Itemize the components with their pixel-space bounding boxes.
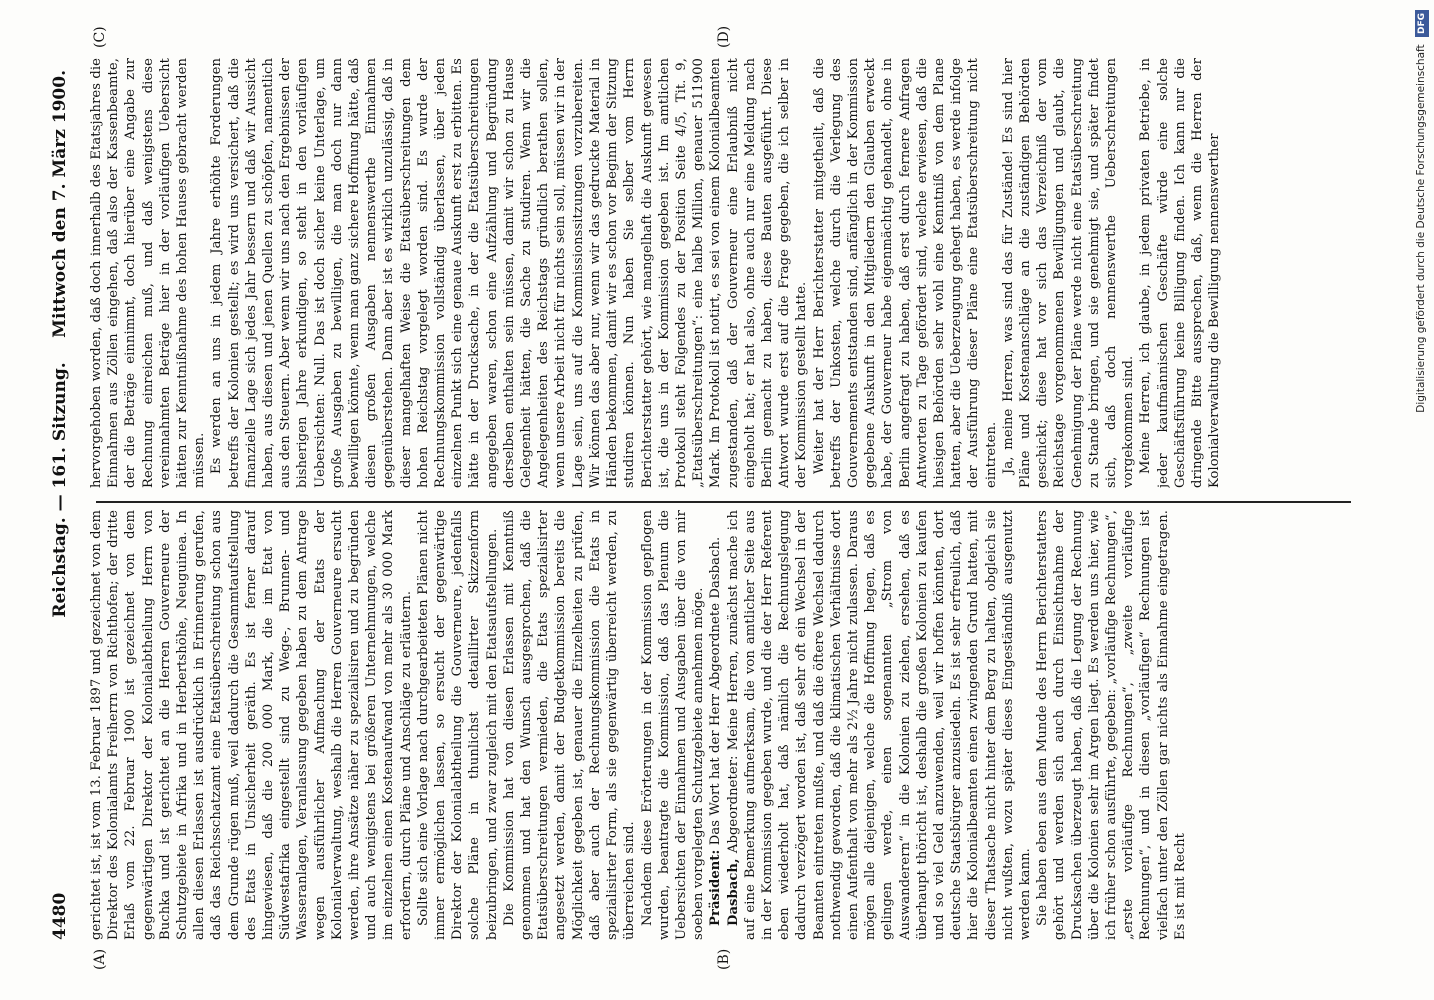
session-title: Reichstag. — 161. Sitzung. — [50, 362, 70, 618]
speech — [725, 510, 1035, 940]
session-date: Mittwoch den 7. März 1900. — [50, 70, 70, 338]
paragraph: Nachdem diese Erörterungen in der Kommission gepflogen wurden, beantragte die Kommission, daß das Plenum die Uebersichten der Einnahmen und Ausgaben über die von mir soeben vorgelegten Schutzgebiete annehmen möge. — [639, 510, 707, 940]
margin-marker-a: (A) — [92, 948, 108, 970]
paragraph: Es werden an uns in jedem Jahre erhöhte Forderungen betreffs der Kolonien gestellt; es wird uns versichert, daß die finanzielle Lage sich jedes Jahr bessern und daß wir Aussicht haben, aus diesen und jenen Quellen zu schöpfen, namentlich aus den Steuern. Aber wenn wir uns nach den Ergebnissen der bisherigen Jahre erkundigen, so steht in den vorläufigen Uebersichten: Null. Das ist doch sicher keine Unterlage, um große Ausgaben zu bewilligen, die man doch nur dann bewilligen könnte, wenn man ganz sichere Hoffnung hätte, daß diesen großen Ausgaben nennenswerthe Einnahmen gegenüberstehen. Dann aber ist es wirklich unzulässig, daß in dieser mangelhaften Weise die Etatsüberschreitungen dem hohen Reichstag vorgelegt worden sind. Es wurde der Rechnungskommission vollständig überlassen, über jeden einzelnen Punkt sich eine genaue Auskunft erst zu erbitten. Es hätte in der Drucksache, in der die Etatsüberschreitungen angegeben waren, schon eine Aufzählung und Begründung derselben enthalten sein müssen, damit wir schon zu Hause Gelegenheit hätten, die Sache zu studiren. Wenn wir die Angelegenheiten des Reichstags gründlich berathen sollen, wenn unsere Arbeit nicht für nichts sein soll, müssen wir in der Lage sein, uns auf die Kommissionssitzungen vorzubereiten. Wir können das aber nur, wenn wir das gedruckte Material in Händen bekommen, damit wir es schon vor Beginn der Sitzung studiren können. Nun haben Sie selber vom Herrn Berichterstatter gehört, wie mangelhaft die Auskunft gewesen ist, die uns in der Kommission gegeben ist. Im amtlichen Protokoll steht Folgendes zu der Position Seite 4/5, Tit. 9, „Etatsüberschreitungen“: eine halbe Million, genauer 511900 Mark. Im Protokoll ist notirt, es sei von einem Kolonialbeamten zugestanden, daß der Gouverneur eine Erlaubniß nicht eingeholt hat; er hat also, ohne auch nur eine Meldung nach Berlin gemacht zu haben, diese Bauten ausgeführt. Diese Antwort wurde erst auf die Frage gegeben, die ich selber in der Kommission gestellt hatte. — [209, 58, 810, 488]
paragraph: gerichtet ist, ist vom 13. Februar 1897 und gezeichnet von dem Direktor des Kolonialamts Freiherrn von Richthofen; der dritte Erlaß vom 22. Februar 1900 ist gezeichnet von dem gegenwärtigen Direktor der Kolonialabtheilung Herrn von Buchka und ist gerichtet an die Herren Gouverneure der Schutzgebiete in Afrika und in Herbertshöhe, Neuguinea. In allen diesen Erlassen ist ausdrücklich in Erinnerung gerufen, daß das Reichsschatzamt eine Etatsüberschreitung schon aus dem Grunde rügen muß, weil dadurch die Gesammtaufstellung des Etats in Unsicherheit geräth. Es ist ferner darauf hingewiesen, daß die 200 000 Mark, die im Etat von Südwestafrika eingestellt sind zu Wege-, Brunnen- und Wasseranlagen, Veranlassung gegeben haben zu dem Antrage wegen ausführlicher Aufmachung der Etats der Kolonialverwaltung, weshalb die Herren Gouverneure ersucht werden, ihre Ansätze näher zu spezialisiren und zu begründen und auch wenigstens bei größeren Unternehmungen, welche im einzelnen einen Kostenaufwand von mehr als 30 000 Mark erfordern, durch Pläne und Anschläge zu erläutern. — [89, 510, 414, 940]
margin-marker-c: (C) — [92, 26, 108, 48]
paragraph: hervorgehoben worden, daß doch innerhalb des Etatsjahres die Einnahmen aus Zöllen eingehen, daß also der Kassenbeamte, der die Beträge einnimmt, doch hierüber eine Angabe zur Rechnung einreichen muß, und daß wenigstens diese vereinnahmten Beträge hier in der vorläufigen Uebersicht hätten zur Kenntnißnahme des hohen Hauses gebracht werden müssen. — [89, 58, 208, 488]
page-header — [50, 40, 80, 940]
left-column — [88, 510, 1353, 940]
speaker-label: Dasbach, — [725, 858, 741, 926]
president-remark — [707, 510, 724, 940]
paragraph: Sie haben eben aus dem Munde des Herrn Berichterstatters gehört und werden sich auch durch Einsichtnahme der Drucksachen überzeugt haben, daß die Legung der Rechnung über die Kolonien sehr im Argen liegt. Es werden uns hier, wie ich früher schon ausführte, gegeben: „vorläufige Rechnungen“, „erste vorläufige Rechnungen“, „zweite vorläufige Rechnungen“, und in diesen „vorläufigen“ Rechnungen ist vielfach unter den Zöllen gar nichts als Einnahme eingetragen. Es ist mit Recht — [1035, 510, 1188, 940]
column-divider — [96, 501, 1351, 503]
paragraph: Die Kommission hat von diesen Erlassen mit Kenntniß genommen und hat den Wunsch ausgesprochen, daß die Etatsüberschreitungen vermieden, die Etats spezialisirter angesetzt werden, damit der Budgetkommission bereits die Möglichkeit gegeben ist, genauer die Einzelheiten zu prüfen, daß aber auch der Rechnungskommission die Etats in spezialisirter Form, als sie gegenwärtig überreicht werden, zu überreichen sind. — [501, 510, 638, 940]
paragraph: Sollte sich eine Vorlage nach durchgearbeiteten Plänen nicht immer ermöglichen lassen, so ersucht der gegenwärtige Direktor der Kolonialabtheilung die Gouverneure, jedenfalls solche Pläne in thunlichst detaillirter Skizzenform beizubringen, und zwar zugleich mit den Etatsaufstellungen. — [415, 510, 500, 940]
paragraph: Meine Herren, ich glaube, in jedem privaten Betriebe, in jeder kaufmännischen Geschäfte würde eine solche Geschäftsführung keine Billigung finden. Ich kann nur die dringende Bitte aussprechen, daß, wenn die Herren der Kolonialverwaltung die Bewilligung nennenswerther — [1138, 58, 1223, 488]
paragraph: Weiter hat der Herr Berichterstatter mitgetheilt, daß die betreffs der Unkosten, welche durch die Verlegung des Gouvernements entstanden sind, anfänglich in der Kommission gegebene Auskunft in den Mitgliedern den Glauben erweckt habe, der Gouverneur habe eigenmächtig gehandelt, ohne in Berlin angefragt zu haben, daß erst durch fernere Anfragen Antworten zu Tage gefördert sind, welche erwiesen, daß die hiesigen Behörden sehr wohl eine Kenntniß von dem Plane hatten, aber die Ueberzeugung gehegt haben, es werde infolge der Ausführung dieser Pläne eine Etatsüberschreitung nicht eintreten. — [811, 58, 999, 488]
page-number: 4480 — [50, 892, 70, 940]
speech-text: Abgeordneter: Meine Herren, zunächst mache ich auf eine Bemerkung aufmerksam, die von amtlicher Seite aus in der Kommission gegeben wurde, und die der Herr Referent eben wiederholt hat, daß nämlich die Rechnungslegung dadurch verzögert worden ist, daß sehr oft ein Wechsel in der Beamten eintreten mußte, und daß die öftere Wechsel dadurch nothwendig geworden, daß die klimatischen Verhältnisse dort einen Aufenthalt von mehr als 2½ Jahre nicht zulassen. Daraus mögen alle diejenigen, welche die Hoffnung hegen, daß es gelingen werde, einen sogenannten „Strom von Auswanderern“ in die Kolonien zu ziehen, ersehen, daß es überhaupt thöricht ist, deshalb die großen Kolonien zu kaufen und so viel Geld anzuwenden, weil wir hoffen könnten, dort deutsche Staatsbürger anzusiedeln. Es ist sehr erfreulich, daß hier die Kolonialbeamten einen zwingenden Grund hatten, mit dieser Thatsache nicht hinter dem Berg zu halten, obgleich sie nicht wußten, wozu später dieses Eingeständniß ausgenutzt werden kann. — [725, 510, 1033, 940]
paragraph: Ja, meine Herren, was sind das für Zustände! Es sind hier Pläne und Kostenanschläge an die zuständigen Behörden geschickt; diese hat vor sich das Verzeichniß der vom Reichstage vorgenommenen Bewilligungen und glaubt, die Genehmigung der Pläne werde nicht eine Etatsüberschreitung zu Stande bringen, und sie genehmigt sie, und später findet sich, daß doch nennenswerthe Ueberschreitungen vorgekommen sind. — [1000, 58, 1137, 488]
right-column — [88, 58, 1353, 488]
speaker-label: Präsident: — [708, 849, 724, 926]
dfg-logo: DFG — [1415, 10, 1429, 37]
margin-marker-d: (D) — [716, 25, 732, 48]
credit-text: Digitalisierung gefördert durch die Deutsche Forschungsgemeinschaft — [1415, 44, 1427, 413]
president-remark-text: Das Wort hat der Herr Abgeordnete Dasbach. — [708, 536, 724, 850]
margin-marker-b: (B) — [716, 948, 732, 970]
digitization-credit — [1408, 0, 1434, 1000]
